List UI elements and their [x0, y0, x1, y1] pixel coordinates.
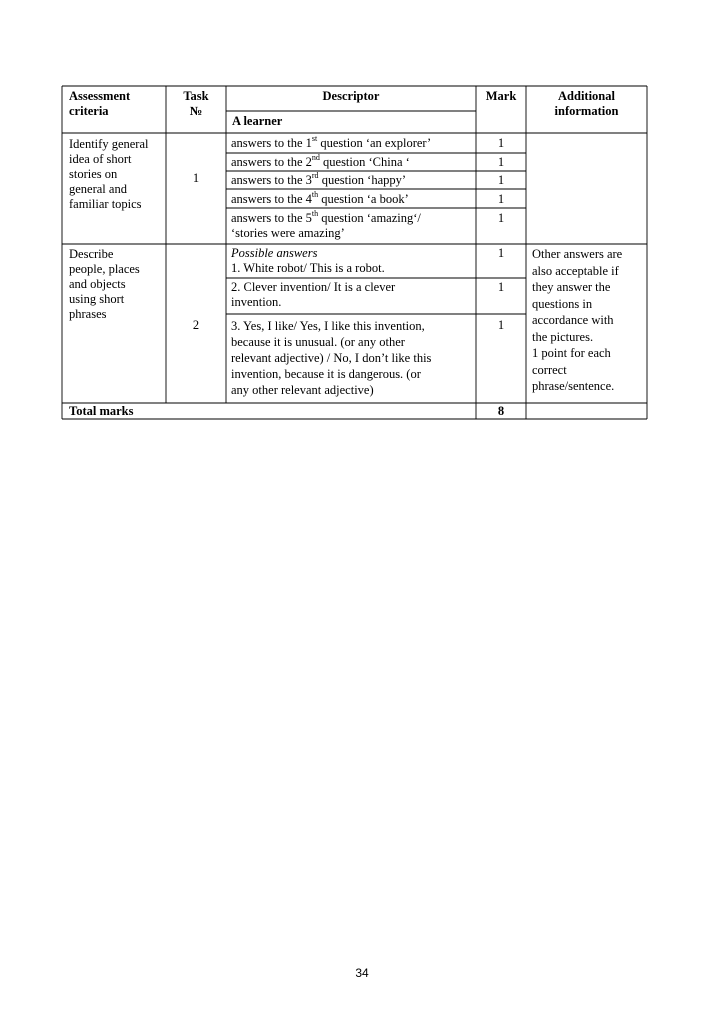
- header-task-number: Task №: [183, 89, 209, 118]
- header-additional-information: Additional information: [554, 89, 619, 118]
- task2-mark-3: 1: [497, 318, 505, 332]
- task1-number: 1: [192, 171, 200, 185]
- total-marks-label: Total marks: [69, 404, 134, 418]
- task1-mark-5: 1: [497, 211, 505, 225]
- task1-mark-3: 1: [497, 173, 505, 187]
- task1-mark-4: 1: [497, 192, 505, 206]
- header-descriptor: Descriptor: [322, 89, 380, 103]
- task2-mark-1: 1: [497, 246, 505, 260]
- task2-answer-1: Possible answers 1. White robot/ This is a robot.: [231, 246, 385, 275]
- header-assessment-criteria: Assessment criteria: [69, 89, 131, 118]
- task1-mark-2: 1: [497, 155, 505, 169]
- task2-answer-2: 2. Clever invention/ It is a clever invention.: [231, 280, 396, 309]
- task1-descriptor-1: answers to the 1st question ‘an explorer’: [231, 133, 432, 150]
- task2-answer-3: 3. Yes, I like/ Yes, I like this invention, because it is unusual. (or any other relevant adjective) / No, I don’t like this invention, because it is dangerous. (or any other relevant adjective): [231, 319, 432, 397]
- task1-descriptor-5: answers to the 5th question ‘amazing‘/ ‘stories were amazing’: [231, 208, 421, 240]
- possible-answers-heading: Possible answers: [231, 246, 318, 260]
- task1-mark-1: 1: [497, 136, 505, 150]
- header-a-learner: A learner: [232, 114, 283, 128]
- task1-descriptor-3: answers to the 3rd question ‘happy’: [231, 170, 407, 187]
- task1-criteria: Identify general idea of short stories on general and familiar topics: [69, 137, 149, 211]
- task1-descriptor-4: answers to the 4th question ‘a book’: [231, 189, 409, 206]
- task2-mark-2: 1: [497, 280, 505, 294]
- page-number: 34: [355, 966, 369, 980]
- task2-number: 2: [192, 318, 200, 332]
- task2-criteria: Describe people, places and objects using short phrases: [69, 247, 140, 321]
- total-marks-value: 8: [497, 404, 505, 418]
- task1-descriptor-2: answers to the 2nd question ‘China ‘: [231, 152, 410, 169]
- header-mark: Mark: [485, 89, 517, 103]
- task2-additional-information: Other answers are also acceptable if they answer the questions in accordance with the pictures. 1 point for each correct phrase/sentence.: [532, 247, 623, 393]
